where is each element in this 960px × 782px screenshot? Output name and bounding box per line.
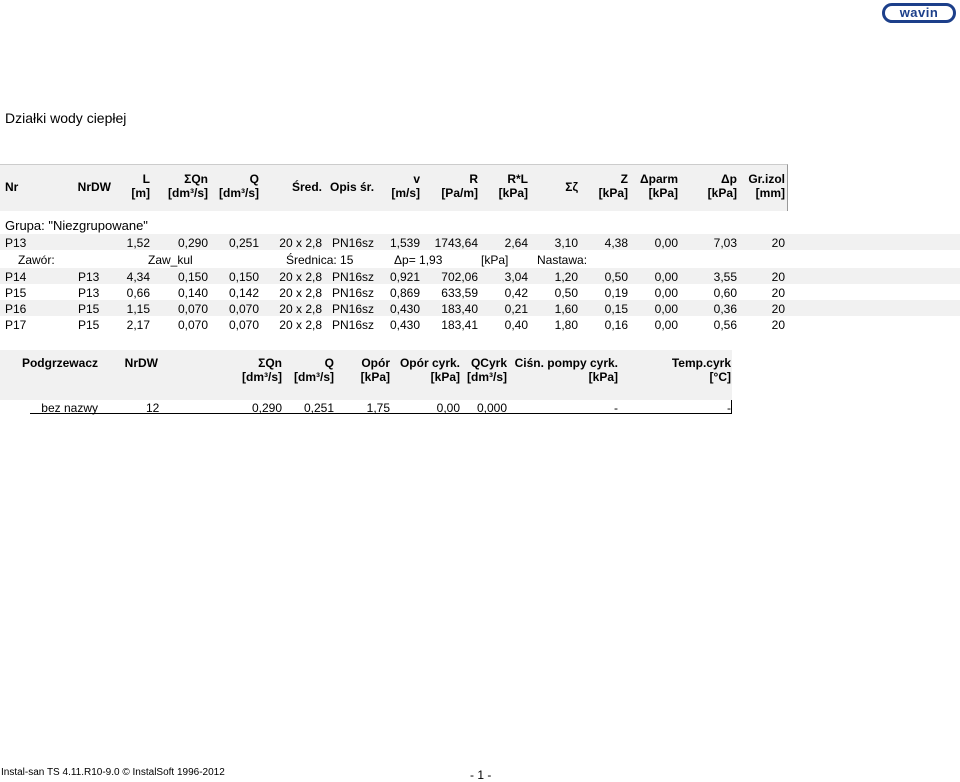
pipe-cell-dp: 0,36 xyxy=(713,302,737,316)
pipe-cell-nrdw: P15 xyxy=(78,302,100,316)
pipe-header-dp-unit: [kPa] xyxy=(707,186,737,200)
footer-software: Instal-san TS 4.11.R10-9.0 © InstalSoft 1996-2012 xyxy=(1,767,225,778)
pipe-cell-dparm: 0,00 xyxy=(654,286,678,300)
pipe-cell-grizol: 20 xyxy=(771,302,785,316)
pipe-header-l-unit: [m] xyxy=(131,186,150,200)
pipe-cell-sqn: 0,140 xyxy=(177,286,208,300)
heater-cell-qcyrk: 0,000 xyxy=(476,401,507,415)
pipe-header-grizol-unit: [mm] xyxy=(755,186,785,200)
heater-header-podgrz: Podgrzewacz xyxy=(21,356,98,370)
pipe-cell-q: 0,070 xyxy=(228,318,259,332)
group-label: Grupa: "Niezgrupowane" xyxy=(5,218,148,233)
pipe-cell-grizol: 20 xyxy=(771,286,785,300)
heater-header-qcyrk: QCyrk xyxy=(470,356,507,370)
pipe-cell-dparm: 0,00 xyxy=(654,270,678,284)
pipe-header-v-unit: [m/s] xyxy=(391,186,420,200)
pipe-cell-v: 0,430 xyxy=(389,318,420,332)
heater-row-underline xyxy=(30,413,732,414)
pipe-header-nrdw: NrDW xyxy=(77,180,111,194)
pipe-header-q-unit: [dm³/s] xyxy=(219,186,259,200)
pipe-cell-l: 1,52 xyxy=(126,236,150,250)
pipe-cell-z: 0,16 xyxy=(604,318,628,332)
heater-cell-podgrz: bez nazwy xyxy=(41,401,98,415)
pipe-cell-v: 0,921 xyxy=(389,270,420,284)
pipe-cell-z: 0,15 xyxy=(604,302,628,316)
pipe-header-grizol: Gr.izol xyxy=(748,172,785,186)
pipe-cell-rl: 0,42 xyxy=(504,286,528,300)
pipe-cell-r: 183,40 xyxy=(441,302,478,316)
pipe-cell-sqn: 0,070 xyxy=(177,302,208,316)
heater-header-sqn: ΣQn xyxy=(258,356,282,370)
pipe-header-dparm: Δparm xyxy=(640,172,678,186)
wavin-logo: wavin xyxy=(882,3,956,23)
pipe-header-rl: R*L xyxy=(507,172,528,186)
pipe-header-sqn-unit: [dm³/s] xyxy=(168,186,208,200)
pipe-cell-dp: 7,03 xyxy=(713,236,737,250)
heater-header-opor: Opór xyxy=(361,356,390,370)
heater-header-q: Q xyxy=(324,356,334,370)
pipe-cell-opis: PN16sz xyxy=(331,318,374,332)
heater-header-temp: Temp.cyrk xyxy=(671,356,731,370)
pipe-cell-opis: PN16sz xyxy=(331,302,374,316)
pipe-cell-rl: 2,64 xyxy=(504,236,528,250)
pipe-cell-l: 4,34 xyxy=(126,270,150,284)
pipe-cell-opis: PN16sz xyxy=(331,236,374,250)
pipe-cell-q: 0,070 xyxy=(228,302,259,316)
pipe-cell-sz: 1,80 xyxy=(554,318,578,332)
pipe-cell-l: 2,17 xyxy=(126,318,150,332)
heater-header-cisn-unit: [kPa] xyxy=(588,370,618,384)
pipe-cell-opis: PN16sz xyxy=(331,286,374,300)
pipe-header-dp: Δp xyxy=(721,172,737,186)
heater-header-nrdw: NrDW xyxy=(124,356,158,370)
pipe-cell-sqn: 0,150 xyxy=(177,270,208,284)
pipe-header-sred: Śred. xyxy=(291,180,322,194)
pipe-header-z: Z xyxy=(620,172,628,186)
pipe-cell-v: 0,430 xyxy=(389,302,420,316)
pipe-cell-z: 4,38 xyxy=(604,236,628,250)
page-title: Działki wody ciepłej xyxy=(5,110,127,126)
pipe-cell-sred: 20 x 2,8 xyxy=(279,286,322,300)
pipe-cell-sred: 20 x 2,8 xyxy=(279,318,322,332)
heater-row-right-border xyxy=(731,400,732,414)
pipe-cell-sz: 3,10 xyxy=(554,236,578,250)
pipe-cell-sred: 20 x 2,8 xyxy=(279,236,322,250)
pipe-cell-sred: 20 x 2,8 xyxy=(279,302,322,316)
pipe-header-v: v xyxy=(413,172,420,186)
pipe-header-sqn: ΣQn xyxy=(184,172,208,186)
pipe-cell-sz: 0,50 xyxy=(554,286,578,300)
pipe-cell-z: 0,19 xyxy=(604,286,628,300)
heater-header-qcyrk-unit: [dm³/s] xyxy=(467,370,507,384)
pipe-header-r: R xyxy=(469,172,478,186)
valve-diameter: Średnica: 15 xyxy=(286,253,354,267)
pipe-cell-grizol: 20 xyxy=(771,318,785,332)
pipe-cell-rl: 0,40 xyxy=(504,318,528,332)
pipe-cell-nr: P15 xyxy=(5,286,27,300)
pipe-cell-z: 0,50 xyxy=(604,270,628,284)
valve-dp: Δp= 1,93 xyxy=(394,253,443,267)
pipe-cell-l: 0,66 xyxy=(126,286,150,300)
pipe-cell-nr: P16 xyxy=(5,302,27,316)
pipe-cell-sred: 20 x 2,8 xyxy=(279,270,322,284)
heater-header-oporc-unit: [kPa] xyxy=(430,370,460,384)
pipe-header-nr: Nr xyxy=(5,180,19,194)
pipe-cell-v: 1,539 xyxy=(389,236,420,250)
pipe-cell-r: 1743,64 xyxy=(434,236,478,250)
pipe-header-dparm-unit: [kPa] xyxy=(648,186,678,200)
pipe-header-r-unit: [Pa/m] xyxy=(441,186,478,200)
pipe-cell-nrdw: P15 xyxy=(78,318,100,332)
heater-header-cisn: Ciśn. pompy cyrk. xyxy=(514,356,618,370)
valve-setting: Nastawa: xyxy=(537,253,588,267)
pipe-cell-q: 0,251 xyxy=(228,236,259,250)
heater-header-sqn-unit: [dm³/s] xyxy=(242,370,282,384)
pipe-cell-q: 0,150 xyxy=(228,270,259,284)
pipe-cell-nr: P17 xyxy=(5,318,27,332)
pipe-cell-q: 0,142 xyxy=(228,286,259,300)
valve-unit: [kPa] xyxy=(481,253,509,267)
pipe-cell-grizol: 20 xyxy=(771,236,785,250)
pipe-header-rl-unit: [kPa] xyxy=(498,186,528,200)
heater-header-q-unit: [dm³/s] xyxy=(294,370,334,384)
pipe-cell-dp: 0,60 xyxy=(713,286,737,300)
pipe-cell-dp: 3,55 xyxy=(713,270,737,284)
valve-name: Zaw_kul xyxy=(148,253,193,267)
pipe-cell-r: 633,59 xyxy=(441,286,478,300)
pipe-cell-dparm: 0,00 xyxy=(654,236,678,250)
heater-header-oporc: Opór cyrk. xyxy=(399,356,460,370)
pipe-cell-sz: 1,20 xyxy=(554,270,578,284)
pipe-cell-v: 0,869 xyxy=(389,286,420,300)
pipe-cell-nr: P13 xyxy=(5,236,27,250)
pipe-header-sz: Σζ xyxy=(565,180,578,194)
pipe-cell-r: 183,41 xyxy=(441,318,478,332)
pipe-cell-l: 1,15 xyxy=(126,302,150,316)
heater-cell-nrdw: 12 xyxy=(146,401,160,415)
pipe-cell-sz: 1,60 xyxy=(554,302,578,316)
pipe-cell-grizol: 20 xyxy=(771,270,785,284)
valve-label: Zawór: xyxy=(18,253,55,267)
heater-cell-opor: 1,75 xyxy=(366,401,390,415)
footer-page-number: - 1 - xyxy=(470,768,492,782)
pipe-cell-sqn: 0,070 xyxy=(177,318,208,332)
heater-cell-q: 0,251 xyxy=(303,401,334,415)
heater-cell-sqn: 0,290 xyxy=(251,401,282,415)
pipe-cell-nrdw: P13 xyxy=(78,270,100,284)
pipe-cell-opis: PN16sz xyxy=(331,270,374,284)
pipe-cell-dp: 0,56 xyxy=(713,318,737,332)
pipe-cell-dparm: 0,00 xyxy=(654,318,678,332)
heater-header-temp-unit: [°C] xyxy=(709,370,731,384)
heater-cell-oporc: 0,00 xyxy=(436,401,460,415)
heater-cell-cisn: - xyxy=(614,401,618,415)
pipe-cell-nrdw: P13 xyxy=(78,286,100,300)
pipe-cell-rl: 0,21 xyxy=(504,302,528,316)
pipe-cell-rl: 3,04 xyxy=(504,270,528,284)
pipe-cell-r: 702,06 xyxy=(441,270,478,284)
pipe-header-z-unit: [kPa] xyxy=(598,186,628,200)
pipe-cell-sqn: 0,290 xyxy=(177,236,208,250)
pipe-header-opis: Opis śr. xyxy=(330,180,375,194)
pipe-header-l: L xyxy=(142,172,150,186)
pipe-header-q: Q xyxy=(249,172,259,186)
pipe-cell-nr: P14 xyxy=(5,270,27,284)
heater-header-opor-unit: [kPa] xyxy=(360,370,390,384)
heater-cell-temp: - xyxy=(727,401,731,415)
pipe-cell-dparm: 0,00 xyxy=(654,302,678,316)
